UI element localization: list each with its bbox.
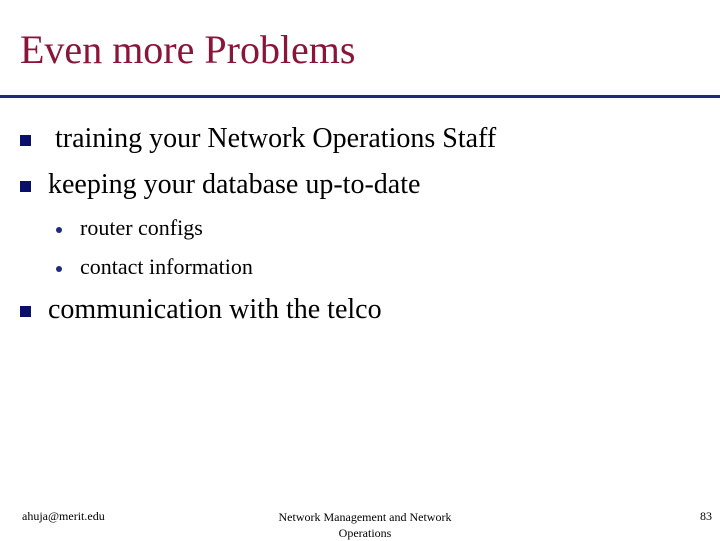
title-divider [0,95,720,98]
dot-bullet-icon [56,266,62,272]
page-number: 83 [700,509,712,523]
bullet-text: keeping your database up-to-date [48,169,421,200]
footer-email: ahuja@merit.edu [22,509,105,523]
bullet-text: training your Network Operations Staff [55,123,497,154]
bullet-text: communication with the telco [48,294,382,325]
slide-title: Even more Problems [20,27,356,72]
dot-bullet-icon [56,227,62,233]
sub-bullet-text: router configs [80,215,203,240]
footer-title: Network Management and Network Operations [278,510,452,540]
square-bullet-icon [20,181,31,192]
square-bullet-icon [20,306,31,317]
sub-bullet-text: contact information [80,254,253,279]
square-bullet-icon [20,135,31,146]
